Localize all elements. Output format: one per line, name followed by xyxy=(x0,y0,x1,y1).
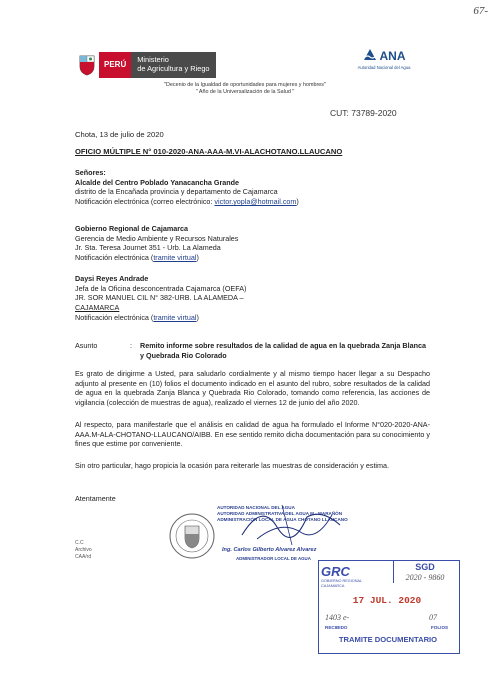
motto xyxy=(120,82,370,97)
recipient-1-notification xyxy=(75,197,425,207)
received-label: RECIBIDO xyxy=(325,625,348,630)
recipient-3-line-2: JR. SOR MANUEL CIL N° 382-URB. LA ALAMEDA – xyxy=(75,293,244,303)
grc-subtitle xyxy=(321,579,383,589)
handwritten-signature xyxy=(222,497,352,552)
page-number: 67- xyxy=(473,5,488,17)
cut-number: CUT: 73789-2020 xyxy=(330,108,397,118)
grc-logo: GRC xyxy=(321,564,350,579)
ana-subtitle: Autoridad Nacional del Agua xyxy=(357,64,411,70)
cc-line-1: C.C xyxy=(75,540,84,546)
notification-close: ) xyxy=(296,197,299,207)
sgd-number: 2020 - 9860 xyxy=(405,573,445,583)
recipient-block-3 xyxy=(75,274,425,323)
notification-label: Notificación electrónica ( xyxy=(75,312,154,322)
asunto-colon: : xyxy=(130,341,132,350)
peru-label: PERÚ xyxy=(99,52,131,78)
sgd-box xyxy=(393,561,456,583)
recipient-2-name: Gobierno Regional de Cajamarca xyxy=(75,224,189,233)
stamp-line-3: ADMINISTRACIÓN LOCAL DE AGUA CHOTANO LLAUCANO xyxy=(217,516,348,522)
notification-close: ) xyxy=(196,312,199,322)
notification-label: Notificación electrónica (correo electrónico: xyxy=(75,197,215,207)
recipients-heading: Señores: xyxy=(75,168,106,177)
cc-line-2: Archivo xyxy=(75,547,92,553)
grc-line-2: CAJAMARCA xyxy=(321,583,345,588)
motto-line-1: "Decenio de la Igualdad de oportunidades para mujeres y hombres" xyxy=(164,82,326,88)
ministry-name xyxy=(131,52,215,78)
ana-logo xyxy=(348,48,420,70)
recipient-2-line-1: Gerencia de Medio Ambiente y Recursos Naturales xyxy=(75,233,239,243)
peru-coat-of-arms-icon xyxy=(75,52,99,78)
received-handwritten-folios: 07 xyxy=(429,613,437,622)
received-stamp xyxy=(318,560,460,654)
motto-line-2: " Año de la Universalización de la Salud " xyxy=(195,89,295,96)
body-paragraph-3: Sin otro particular, hago propicia la ocasión para reiterarle las muestras de consideración y estima. xyxy=(75,461,390,470)
recipient-3-line-1: Jefa de la Oficina desconcentrada Cajamarca (OEFA) xyxy=(75,283,247,293)
received-date: 17 JUL. 2020 xyxy=(352,595,422,606)
notification-label: Notificación electrónica ( xyxy=(75,253,154,263)
official-seal-icon xyxy=(168,512,216,560)
ana-name: ANA xyxy=(379,49,406,64)
recipient-2-line-2: Jr. Sta. Teresa Journet 351 - Urb. La Alameda xyxy=(75,243,221,253)
tramite-documentario-label: TRAMITE DOCUMENTARIO xyxy=(338,635,438,644)
recipient-3-line-3: CAJAMARCA xyxy=(75,303,120,313)
ana-wave-icon xyxy=(363,48,377,65)
carbon-copy xyxy=(75,540,92,561)
recipient-1-name: Alcalde del Centro Poblado Yanacancha Grande xyxy=(75,177,240,187)
asunto-text: Remito informe sobre resultados de la calidad de agua en la quebrada Zanja Blanca y Quebrada Rio Colorado xyxy=(140,341,426,360)
ministry-line-2: de Agricultura y Riego xyxy=(137,64,210,73)
asunto-label: Asunto xyxy=(75,341,98,350)
grc-line-1: GOBIERNO REGIONAL xyxy=(321,579,363,583)
cc-line-3: CAA/rd xyxy=(75,554,92,560)
recipient-3-tramite-link[interactable]: tramite virtual xyxy=(153,312,197,322)
sgd-label: SGD xyxy=(415,562,435,572)
recipient-3-notification xyxy=(75,313,425,323)
recipient-1-email-link[interactable]: victor.yopla@hotmail.com xyxy=(214,197,297,207)
oficio-title: OFICIO MÚLTIPLE N° 010-2020-ANA-AAA-M.VI-ALACHOTANO.LLAUCANO xyxy=(75,147,343,156)
stamp-line-2: AUTORIDAD ADMINISTRATIVA DEL AGUA M - MARAÑÓN xyxy=(217,510,343,516)
ministry-logo xyxy=(75,52,216,78)
body-paragraph-2: Al respecto, para manifestarle que el análisis en calidad de agua ha formulado el Informe N°020-2020-ANA-AAA.M-ALA-CHOTANO-LLAUCANO/AIBB. En ese sentido remito dicha documentación para su conocimiento y fines que estime por conveniente. xyxy=(75,420,430,449)
signer-role: ADMINISTRADOR LOCAL DE AGUA xyxy=(236,556,311,561)
recipient-1-line: distrito de la Encañada provincia y departamento de Cajamarca xyxy=(75,187,278,197)
stamp-line-1: AUTORIDAD NACIONAL DEL AGUA xyxy=(217,505,295,510)
folios-label: FOLIOS xyxy=(431,625,449,630)
recipient-2-tramite-link[interactable]: tramite virtual xyxy=(153,253,197,263)
body-paragraph-1: Es grato de dirigirme a Usted, para saludarlo cordialmente y al mismo tiempo hacer llegar a su Despacho adjunto al presente en (10) folios el documento indicado en el asunto del rubro, sobre resultados de la calidad de agua en la quebrada Zanja Blanca y Quebrada Rio Colorado, tomando como referencia, las acciones de vigilancia (colección de muestras de agua), realizado el viernes 12 de junio del año 2020. xyxy=(75,369,430,408)
recipient-block-1 xyxy=(75,168,425,207)
ministry-line-1: Ministerio xyxy=(137,55,169,65)
recipient-3-name: Daysi Reyes Andrade xyxy=(75,274,149,283)
document-date: Chota, 13 de julio de 2020 xyxy=(75,130,164,139)
notification-close: ) xyxy=(196,253,199,263)
signer-name: Ing. Carlos Gilberto Alvarez Alvarez xyxy=(222,547,317,553)
received-handwritten-time: 1403 e- xyxy=(325,613,350,622)
recipient-block-2 xyxy=(75,224,425,263)
closing: Atentamente xyxy=(75,494,116,503)
recipient-2-notification xyxy=(75,253,425,263)
